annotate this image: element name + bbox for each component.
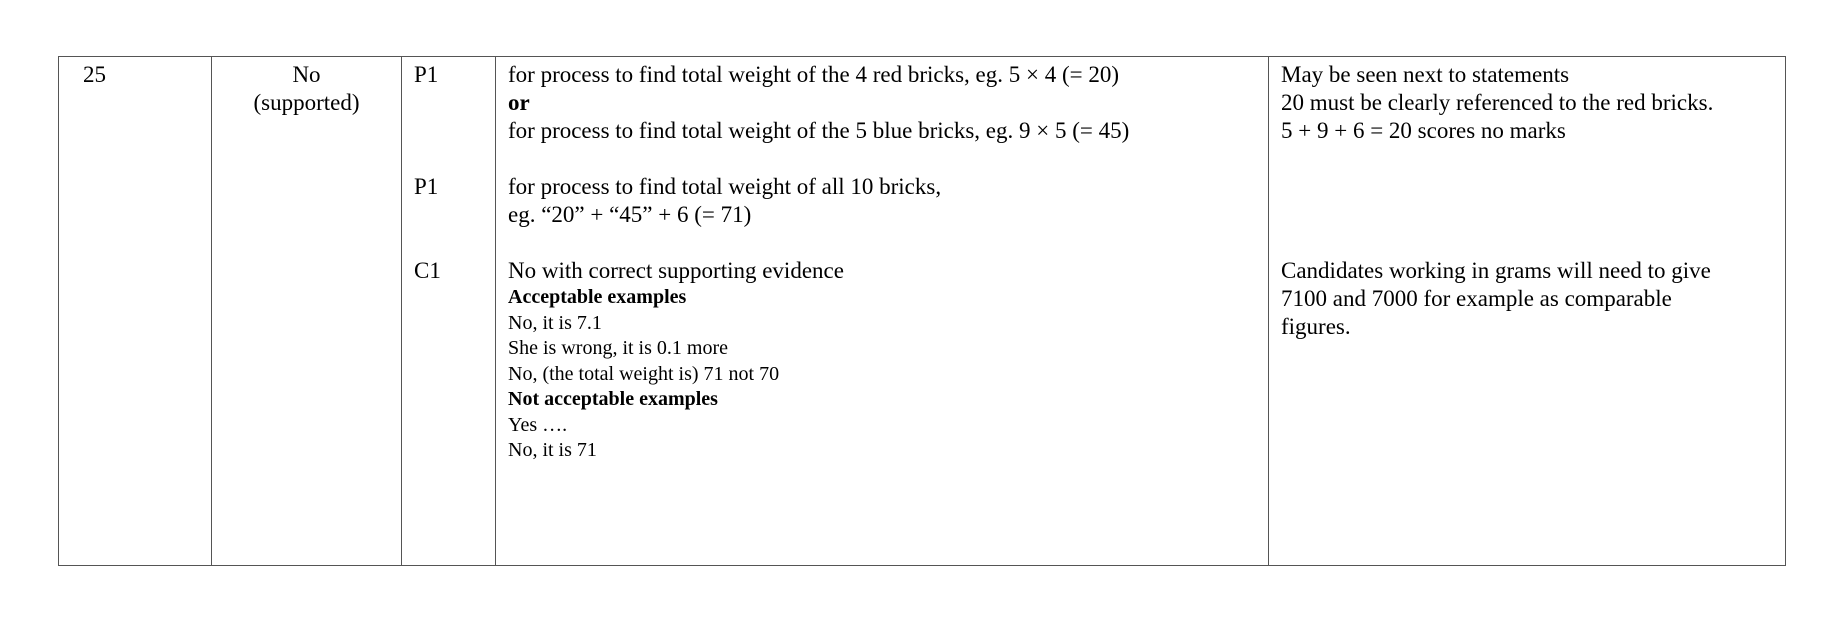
additional-c1 — [1281, 257, 1779, 341]
answer-line: (supported) — [253, 90, 360, 115]
additional-line: 7100 and 7000 for example as comparable — [1281, 286, 1672, 311]
mark-label: P1 — [414, 174, 439, 199]
guidance-line: eg. “20” + “45” + 6 (= 71) — [508, 202, 752, 227]
answer-cell — [212, 57, 402, 566]
acceptable-example: She is wrong, it is 0.1 more — [508, 337, 728, 359]
question-number: 25 — [59, 57, 212, 566]
guidance-line: for process to find total weight of all 10 bricks, — [508, 174, 942, 199]
answer-line: No — [292, 62, 321, 87]
additional-guidance-cell — [1269, 57, 1786, 566]
additional-line: Candidates working in grams will need to give — [1281, 258, 1711, 283]
mark-label: P1 — [414, 62, 439, 87]
acceptable-example: No, it is 7.1 — [508, 311, 602, 334]
additional-line: 20 must be clearly referenced to the red bricks. — [1281, 90, 1714, 115]
not-acceptable-example: No, it is 71 — [508, 439, 597, 461]
mark-scheme-table — [58, 56, 1786, 566]
guidance-p1b — [508, 173, 1262, 229]
c1-heading: No with correct supporting evidence — [508, 258, 844, 283]
guidance-p1a — [508, 61, 1262, 145]
not-acceptable-examples-title: Not acceptable examples — [508, 388, 718, 410]
additional-line: 5 + 9 + 6 = 20 scores no marks — [1281, 118, 1566, 143]
mark-label: C1 — [414, 258, 441, 283]
additional-line: May be seen next to statements — [1281, 62, 1570, 87]
guidance-line: for process to find total weight of the 5 blue bricks, eg. 9 × 5 (= 45) — [508, 118, 1130, 143]
guidance-cell — [496, 57, 1269, 566]
additional-line: figures. — [1281, 314, 1351, 339]
acceptable-example: No, (the total weight is) 71 not 70 — [508, 362, 780, 385]
not-acceptable-example: Yes …. — [508, 413, 568, 436]
guidance-line: for process to find total weight of the 4 red bricks, eg. 5 × 4 (= 20) — [508, 62, 1120, 87]
additional-p1a — [1281, 61, 1779, 145]
acceptable-examples-title: Acceptable examples — [508, 286, 687, 308]
table-row — [59, 57, 1786, 566]
guidance-or: or — [508, 90, 530, 115]
guidance-c1 — [508, 257, 1262, 464]
mark-scheme-sheet — [58, 56, 1785, 566]
mark-cell — [402, 57, 496, 566]
